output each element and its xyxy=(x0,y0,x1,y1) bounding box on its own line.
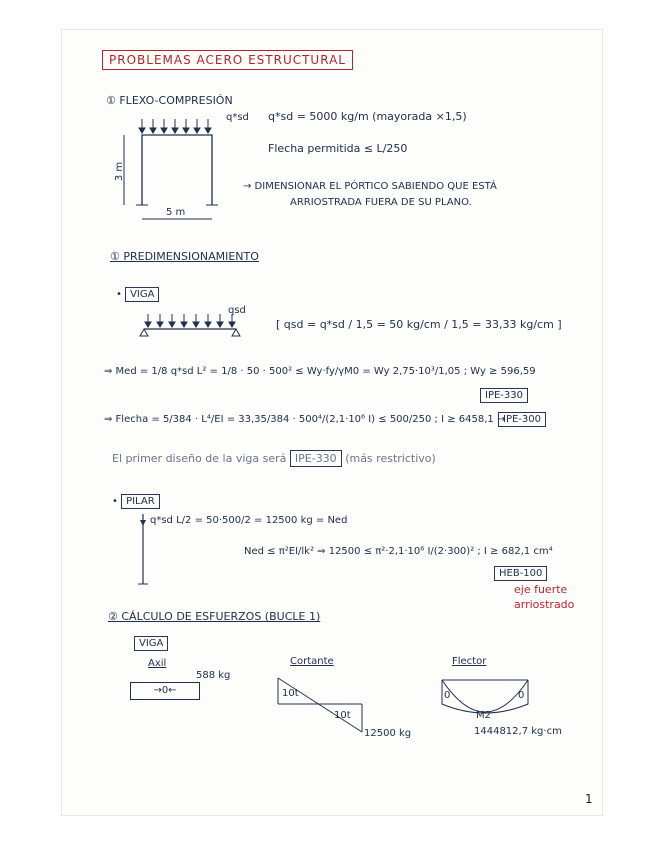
pilar-label: PILAR xyxy=(121,494,160,509)
moment-left-value: 0 xyxy=(444,690,451,701)
moment-right-value: 0 xyxy=(518,690,525,701)
section-heading-esfuerzos: ② CÁLCULO DE ESFUERZOS (BUCLE 1) xyxy=(108,610,321,623)
page-title: PROBLEMAS ACERO ESTRUCTURAL xyxy=(102,50,353,70)
frame-height-label: 3 m xyxy=(114,161,126,182)
euler-equation: Ned ≤ π²EI/lk² ⇒ 12500 ≤ π²·2,1·10⁶ I/(2·300)² ; I ≥ 682,1 cm⁴ xyxy=(244,546,553,557)
load-equation: q*sd = 5000 kg/m (mayorada ×1,5) xyxy=(268,110,467,123)
axil-value: 588 kg xyxy=(196,670,231,681)
conclusion-text: El primer diseño de la viga será IPE-330 (más restrictivo) xyxy=(112,452,436,465)
section-heading-flexo: ① FLEXO-COMPRESIÓN xyxy=(106,94,233,107)
shear-value: 12500 kg xyxy=(364,728,412,739)
pilar-axial-equation: q*sd L/2 = 50·500/2 = 12500 kg = Ned xyxy=(150,515,348,526)
qsd-equation: [ qsd = q*sd / 1,5 = 50 kg/cm / 1,5 = 33,33 kg/cm ] xyxy=(276,318,562,331)
predim-heading: ① PREDIMENSIONAMIENTO xyxy=(110,250,259,263)
moment-value: 1444812,7 kg·cm xyxy=(474,726,562,737)
profile-ipe300-deflection: IPE-300 xyxy=(498,412,546,427)
beam-load-label: qsd xyxy=(228,305,246,316)
shear-left-value: 10t xyxy=(282,688,299,699)
instruction-line-1: → DIMENSIONAR EL PÓRTICO SABIENDO QUE ESTÁ xyxy=(243,181,497,192)
profile-ipe330-conclusion: IPE-330 xyxy=(290,450,342,467)
red-note-arriostrado: arriostrado xyxy=(514,598,575,611)
red-note-eje-fuerte: eje fuerte xyxy=(514,583,568,596)
viga-label-2: VIGA xyxy=(134,636,168,651)
moment-equation: ⇒ Med = 1/8 q*sd L² = 1/8 · 50 · 500² ≤ Wy·fy/γM0 = Wy 2,75·10³/1,05 ; Wy ≥ 596,59 xyxy=(104,366,536,377)
deflection-limit: Flecha permitida ≤ L/250 xyxy=(268,142,408,155)
frame-span-label: 5 m xyxy=(166,207,186,218)
deflection-equation: ⇒ Flecha = 5/384 · L⁴/EI = 33,35/384 · 500⁴/(2,1·10⁶ I) ≤ 500/250 ; I ≥ 6458,1 → xyxy=(104,414,506,425)
flector-title: Flector xyxy=(452,656,487,667)
frame-load-label: q*sd xyxy=(226,112,249,123)
profile-heb100: HEB-100 xyxy=(494,566,547,581)
page-number: 1 xyxy=(585,792,593,806)
viga-label: VIGA xyxy=(125,287,159,302)
cortante-title: Cortante xyxy=(290,656,334,667)
instruction-line-2: ARRIOSTRADA FUERA DE SU PLANO. xyxy=(290,197,472,208)
moment-mid-value: M2 xyxy=(476,710,491,721)
axil-title: Axil xyxy=(148,658,167,669)
beam-diagram xyxy=(140,312,260,342)
profile-ipe330-moment: IPE-330 xyxy=(480,388,528,403)
shear-right-value: 10t xyxy=(334,710,351,721)
axil-diagram: →0← xyxy=(130,682,200,700)
shear-diagram xyxy=(276,676,366,736)
